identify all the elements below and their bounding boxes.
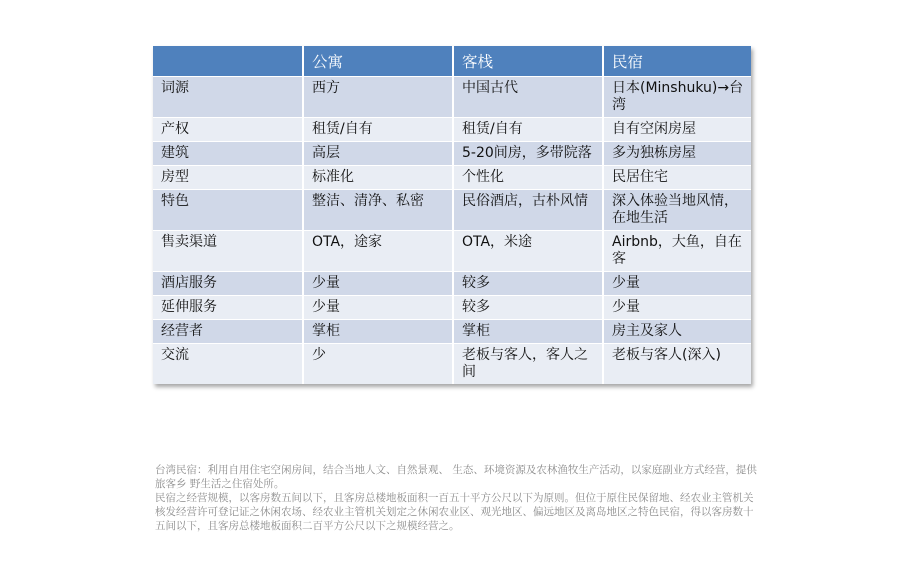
table-cell: OTA，米途 [453, 231, 603, 272]
table-cell: 掌柜 [303, 320, 453, 344]
row-label-cell: 延伸服务 [153, 296, 303, 320]
row-label-cell: 特色 [153, 190, 303, 231]
table-cell: 老板与客人(深入) [603, 344, 751, 385]
table-cell: 少 [303, 344, 453, 385]
header-cell-blank [153, 46, 303, 77]
table-row [153, 296, 751, 320]
table-cell: 个性化 [453, 166, 603, 190]
table-cell: 少量 [603, 296, 751, 320]
table-cell: 高层 [303, 142, 453, 166]
footnote [155, 463, 760, 533]
header-cell-homestay: 民宿 [603, 46, 751, 77]
header-cell-inn: 客栈 [453, 46, 603, 77]
table-row [153, 166, 751, 190]
table-cell: 自有空闲房屋 [603, 118, 751, 142]
table-cell: 掌柜 [453, 320, 603, 344]
row-label-cell: 产权 [153, 118, 303, 142]
row-label-cell: 经营者 [153, 320, 303, 344]
table-header-row [153, 46, 751, 77]
table-cell: 租赁/自有 [453, 118, 603, 142]
row-label-cell: 酒店服务 [153, 272, 303, 296]
table-cell: 较多 [453, 272, 603, 296]
table-cell: 少量 [303, 296, 453, 320]
footnote-paragraph-1: 台湾民宿：利用自用住宅空闲房间，结合当地人文、自然景观、 生态、环境资源及农林渔牧生产活动，以家庭副业方式经营，提供旅客乡 野生活之住宿处所。 [155, 464, 757, 490]
row-label-cell: 词源 [153, 77, 303, 118]
table-cell: 5-20间房，多带院落 [453, 142, 603, 166]
table-cell: 老板与客人，客人之间 [453, 344, 603, 385]
table-row [153, 77, 751, 118]
table-cell: 民俗酒店，古朴风情 [453, 190, 603, 231]
table-cell: 少量 [303, 272, 453, 296]
row-label-cell: 建筑 [153, 142, 303, 166]
table-cell: 较多 [453, 296, 603, 320]
table-row [153, 118, 751, 142]
row-label-cell: 房型 [153, 166, 303, 190]
table-cell: 租赁/自有 [303, 118, 453, 142]
table-row [153, 344, 751, 385]
table-cell: 日本(Minshuku)→台湾 [603, 77, 751, 118]
table-body [153, 77, 751, 385]
table-row [153, 320, 751, 344]
table-cell: 标准化 [303, 166, 453, 190]
table-cell: Airbnb，大鱼，自在客 [603, 231, 751, 272]
table-cell: OTA，途家 [303, 231, 453, 272]
row-label-cell: 交流 [153, 344, 303, 385]
table-row [153, 142, 751, 166]
footnote-paragraph-2: 民宿之经营规模，以客房数五间以下，且客房总楼地板面积一百五十平方公尺以下为原则。但位于原住民保留地、经农业主管机关核发经营许可登记证之休闲农场、经农业主管机关划定之休闲农业区、观光地区、偏远地区及离岛地区之特色民宿，得以客房数十五间以下，且客房总楼地板面积二百平方公尺以下之规模经营之。 [155, 492, 754, 532]
header-cell-apartment: 公寓 [303, 46, 453, 77]
comparison-table [153, 46, 751, 384]
table-cell: 西方 [303, 77, 453, 118]
table-row [153, 190, 751, 231]
table-cell: 多为独栋房屋 [603, 142, 751, 166]
table-row [153, 272, 751, 296]
table-cell: 民居住宅 [603, 166, 751, 190]
table-cell: 整洁、清净、私密 [303, 190, 453, 231]
row-label-cell: 售卖渠道 [153, 231, 303, 272]
table-cell: 中国古代 [453, 77, 603, 118]
table-cell: 深入体验当地风情，在地生活 [603, 190, 751, 231]
table-cell: 房主及家人 [603, 320, 751, 344]
table-cell: 少量 [603, 272, 751, 296]
table-row [153, 231, 751, 272]
